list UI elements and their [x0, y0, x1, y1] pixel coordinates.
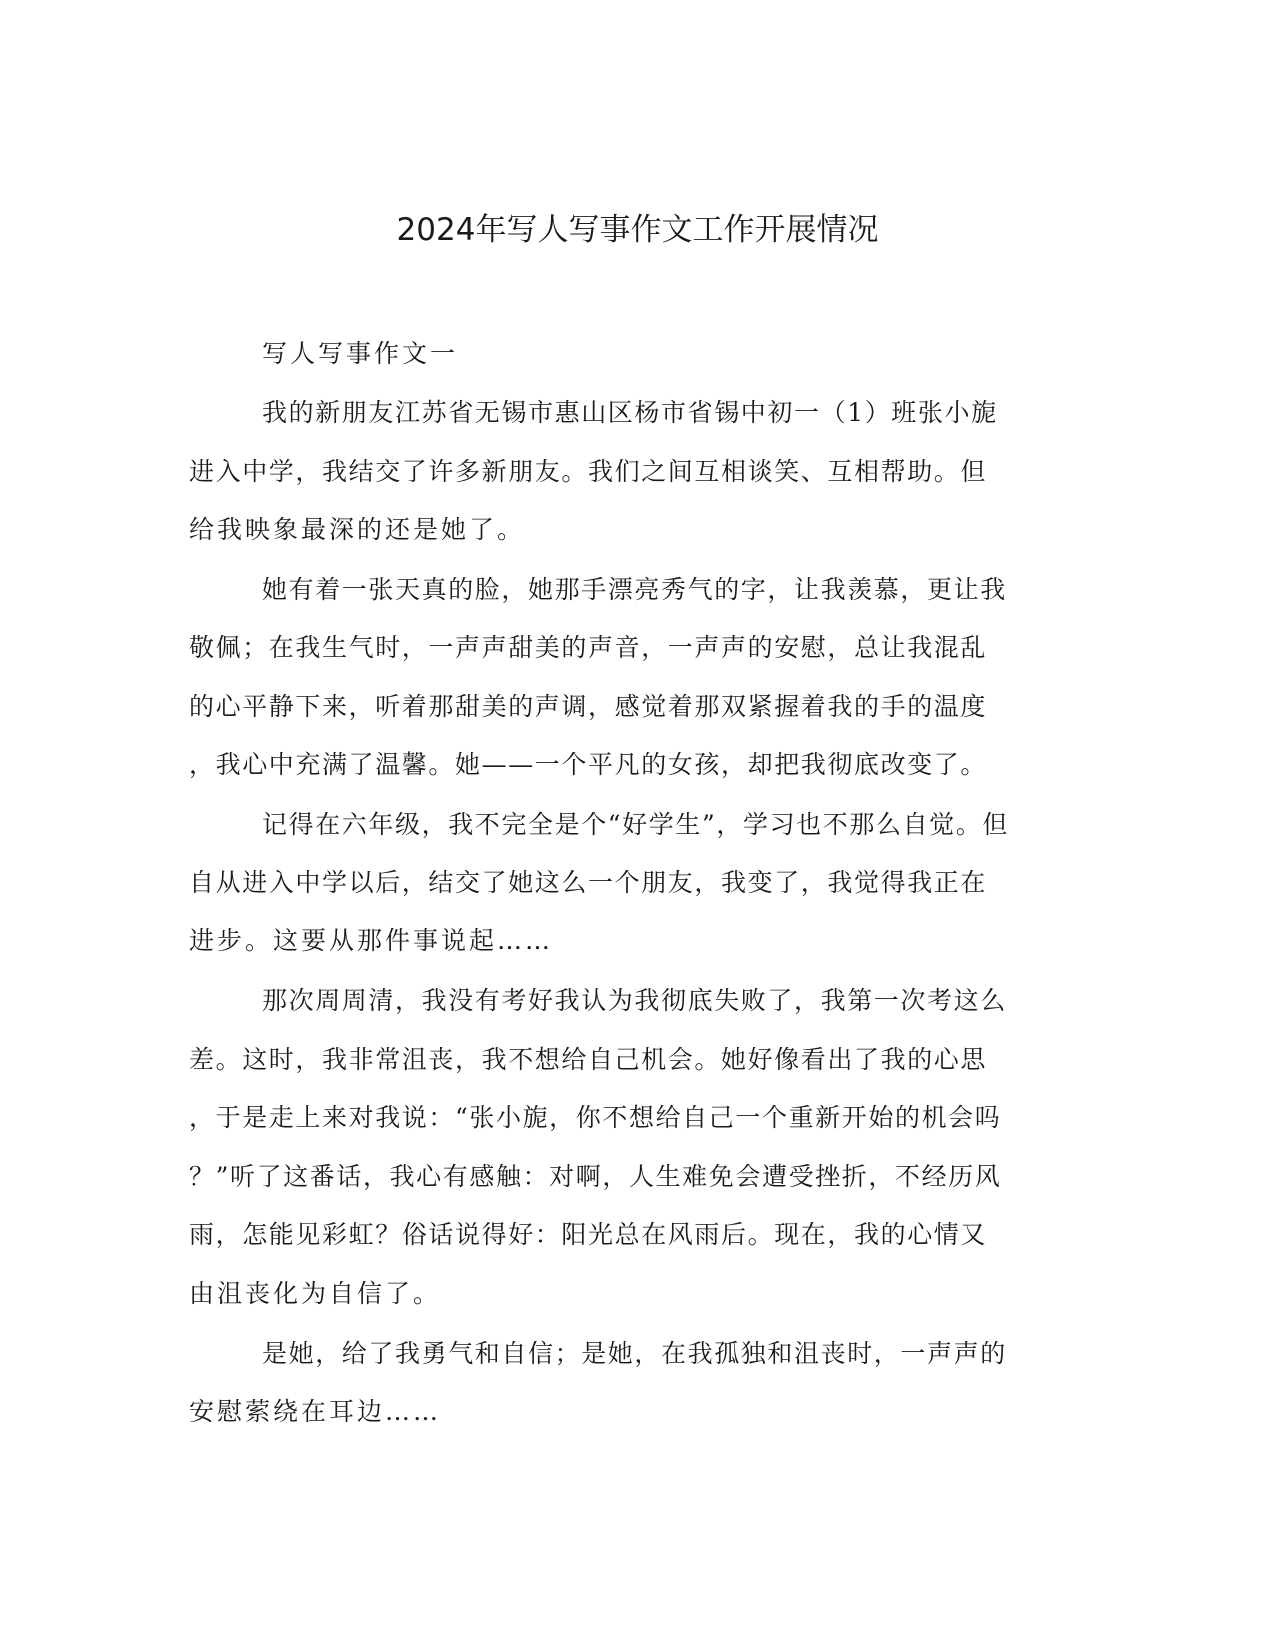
text-line: 我的新朋友江苏省无锡市惠山区杨市省锡中初一（1）班张小旎: [262, 398, 998, 427]
text-line: 是她，给了我勇气和自信；是她，在我孤独和沮丧时，一声声的: [262, 1339, 1007, 1368]
text-line: 进入中学，我结交了许多新朋友。我们之间互相谈笑、互相帮助。但: [189, 457, 988, 486]
text-line: 自从进入中学以后，结交了她这么一个朋友，我变了，我觉得我正在: [189, 868, 988, 897]
text-line: ，我心中充满了温馨。她——一个平凡的女孩，却把我彻底改变了。: [189, 750, 988, 779]
text-line: ？”听了这番话，我心有感触：对啊，人生难免会遭受挫折，不经历风: [189, 1162, 1002, 1191]
text-line: 进步。这要从那件事说起……: [189, 926, 554, 955]
text-line: 她有着一张天真的脸，她那手漂亮秀气的字，让我羡慕，更让我: [262, 575, 1007, 604]
text-line: 雨，怎能见彩虹？俗话说得好：阳光总在风雨后。现在，我的心情又: [189, 1220, 988, 1249]
text-line: 那次周周清，我没有考好我认为我彻底失败了，我第一次考这么: [262, 986, 1007, 1015]
text-line: 给我映象最深的还是她了。: [189, 515, 526, 544]
document-title: 2024年写人写事作文工作开展情况: [396, 212, 879, 248]
text-line: 安慰萦绕在耳边……: [189, 1397, 442, 1426]
text-line: 差。这时，我非常沮丧，我不想给自己机会。她好像看出了我的心思: [189, 1045, 988, 1074]
text-line: 敬佩；在我生气时，一声声甜美的声音，一声声的安慰，总让我混乱: [189, 633, 988, 662]
text-line: 记得在六年级，我不完全是个“好学生”，学习也不那么自觉。但: [262, 810, 1009, 839]
text-line: 由沮丧化为自信了。: [189, 1279, 442, 1308]
text-line: 的心平静下来，听着那甜美的声调，感觉着那双紧握着我的手的温度: [189, 692, 988, 721]
text-line: ，于是走上来对我说：“张小旎，你不想给自己一个重新开始的机会吗: [189, 1103, 1002, 1132]
section-heading: 写人写事作文一: [262, 339, 459, 368]
